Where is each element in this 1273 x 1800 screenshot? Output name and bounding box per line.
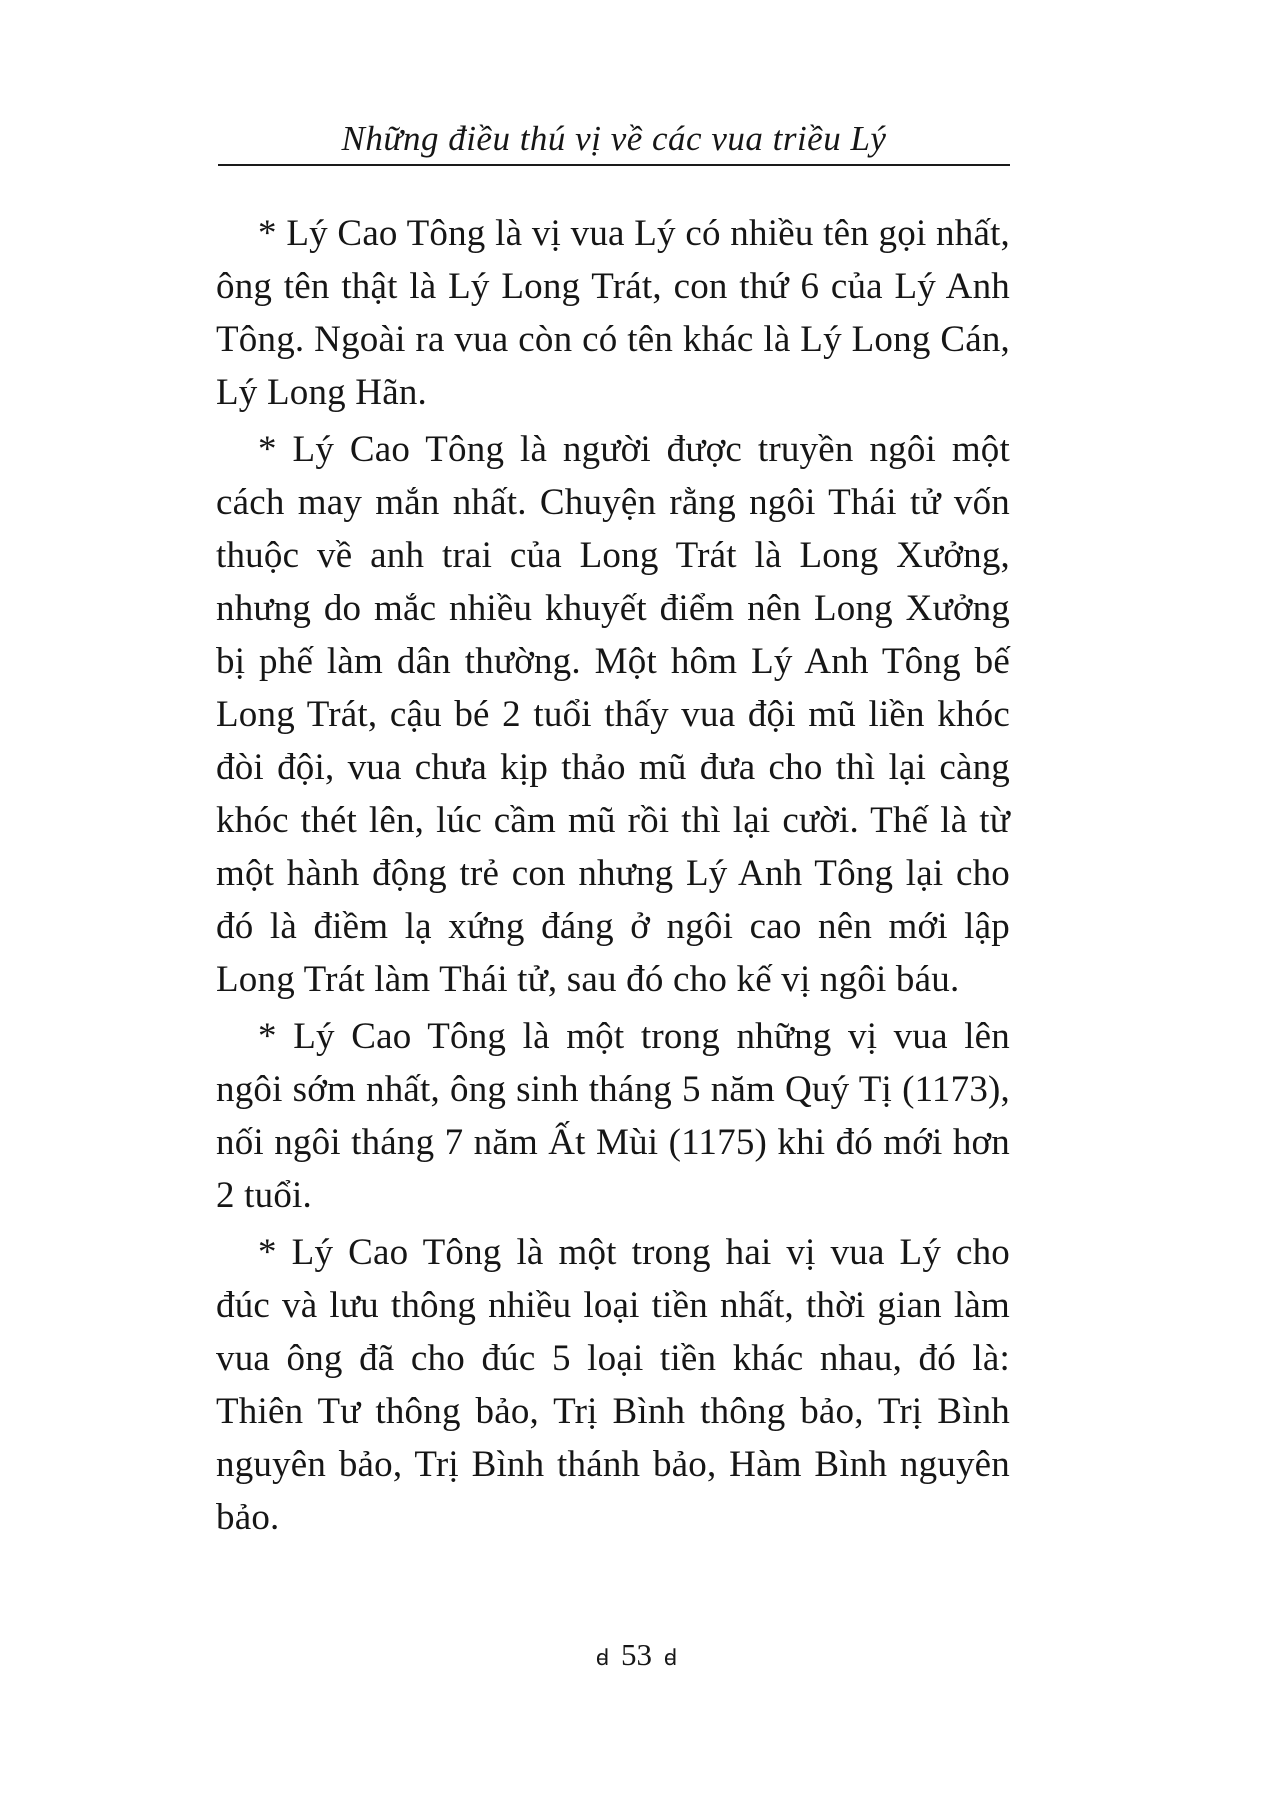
paragraph-names: * Lý Cao Tông là vị vua Lý có nhiều tên gọi nhất, ông tên thật là Lý Long Trát, con thứ 6 của Lý Anh Tông. Ngoài ra vua còn có tên khác là Lý Long Cán, Lý Long Hãn. [216, 213, 1010, 413]
footer-ornament-right: ꟈ [663, 1644, 678, 1670]
body-text [216, 207, 1010, 1544]
paragraph-coins: * Lý Cao Tông là một trong hai vị vua Lý cho đúc và lưu thông nhiều loại tiền nhất, thời gian làm vua ông đã cho đúc 5 loại tiền khác nhau, đó là: Thiên Tư thông bảo, Trị Bình thông bảo, Trị Bình nguyên bảo, Trị Bình thánh bảo, Hàm Bình nguyên bảo. [216, 1232, 1010, 1538]
paragraph-young-accession: * Lý Cao Tông là một trong những vị vua lên ngôi sớm nhất, ông sinh tháng 5 năm Quý Tị (1173), nối ngôi tháng 7 năm Ất Mùi (1175) khi đó mới hơn 2 tuổi. [216, 1016, 1010, 1216]
paragraph-succession: * Lý Cao Tông là người được truyền ngôi một cách may mắn nhất. Chuyện rằng ngôi Thái tử vốn thuộc về anh trai của Long Trát là Long Xưởng, nhưng do mắc nhiều khuyết điểm nên Long Xưởng bị phế làm dân thường. Một hôm Lý Anh Tông bế Long Trát, cậu bé 2 tuổi thấy vua đội mũ liền khóc đòi đội, vua chưa kịp thảo mũ đưa cho thì lại càng khóc thét lên, lúc cầm mũ rồi thì lại cười. Thế là từ một hành động trẻ con nhưng Lý Anh Tông lại cho đó là điềm lạ xứng đáng ở ngôi cao nên mới lập Long Trát làm Thái tử, sau đó cho kế vị ngôi báu. [216, 429, 1010, 1000]
page-footer [0, 1635, 1273, 1678]
running-header-title: Những điều thú vị về các vua triều Lý [341, 119, 887, 158]
page-number: 53 [621, 1637, 652, 1672]
header-rule [218, 164, 1010, 166]
footer-ornament-left: ꟈ [595, 1644, 610, 1670]
running-header [218, 112, 1010, 172]
